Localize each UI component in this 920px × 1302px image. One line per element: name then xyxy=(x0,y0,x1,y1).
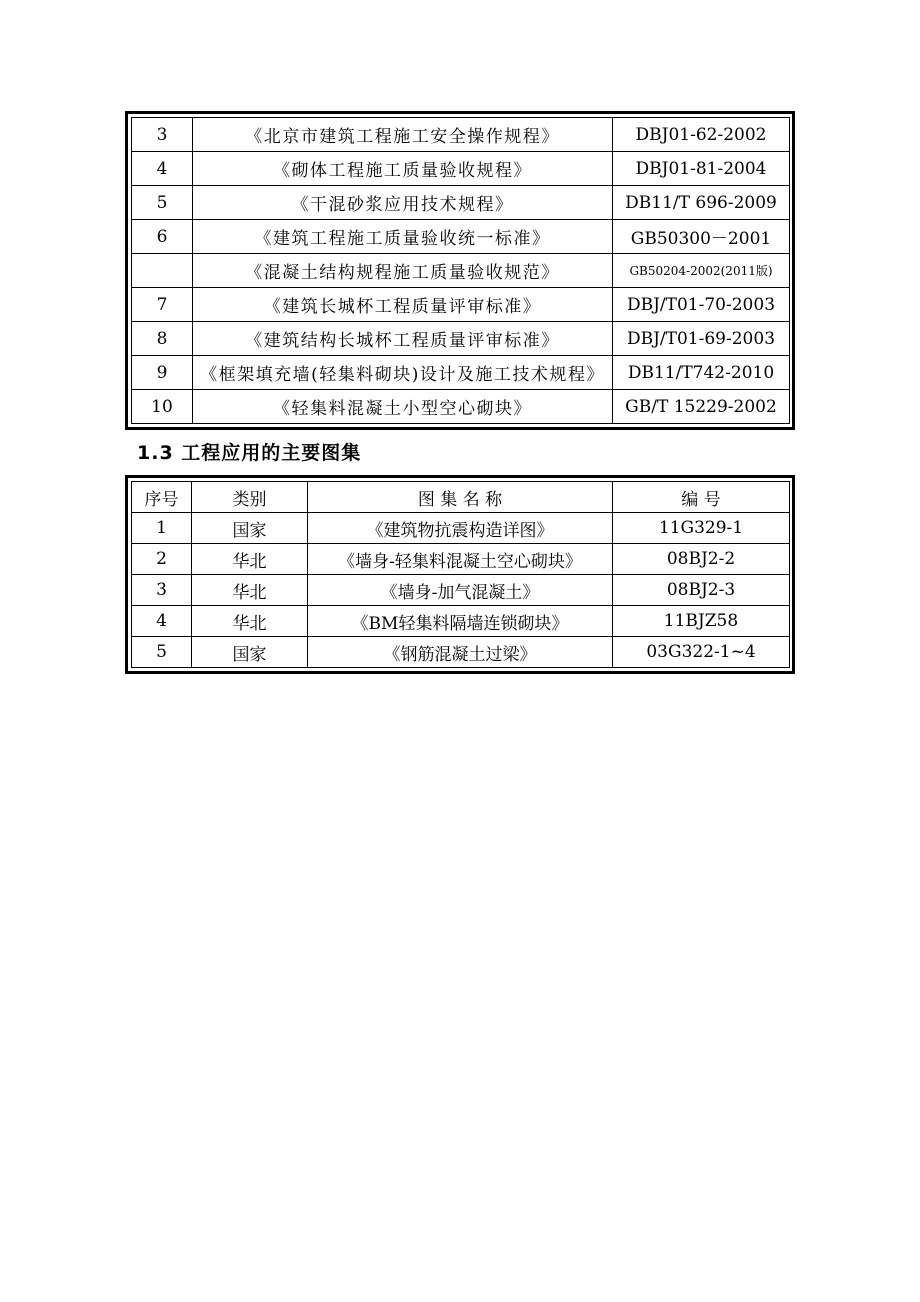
table-row xyxy=(132,513,790,544)
table-row xyxy=(132,322,790,356)
row-number: 6 xyxy=(132,220,193,254)
standards-table xyxy=(131,117,790,424)
table-row xyxy=(132,575,790,606)
atlas-name: 《墙身-轻集料混凝土空心砌块》 xyxy=(308,544,613,575)
header-category: 类别 xyxy=(192,482,308,513)
standard-code: DBJ/T01-69-2003 xyxy=(613,322,790,356)
standard-title: 《建筑长城杯工程质量评审标准》 xyxy=(193,288,613,322)
standards-table-body xyxy=(132,118,790,424)
row-number: 1 xyxy=(132,513,192,544)
atlas-category: 华北 xyxy=(192,544,308,575)
row-number: 4 xyxy=(132,606,192,637)
standard-title: 《干混砂浆应用技术规程》 xyxy=(193,186,613,220)
atlas-table-body xyxy=(132,513,790,668)
atlas-category: 国家 xyxy=(192,637,308,668)
standard-title: 《建筑结构长城杯工程质量评审标准》 xyxy=(193,322,613,356)
standard-title: 《框架填充墙(轻集料砌块)设计及施工技术规程》 xyxy=(193,356,613,390)
row-number: 8 xyxy=(132,322,193,356)
standard-code: DBJ/T01-70-2003 xyxy=(613,288,790,322)
table-row xyxy=(132,220,790,254)
atlas-code: 11BJZ58 xyxy=(613,606,790,637)
standard-code: DB11/T 696-2009 xyxy=(613,186,790,220)
table-row xyxy=(132,390,790,424)
standard-title: 《轻集料混凝土小型空心砌块》 xyxy=(193,390,613,424)
standard-title: 《建筑工程施工质量验收统一标准》 xyxy=(193,220,613,254)
atlas-category: 华北 xyxy=(192,606,308,637)
table-row xyxy=(132,637,790,668)
table-row xyxy=(132,152,790,186)
row-number xyxy=(132,254,193,288)
atlas-code: 03G322-1~4 xyxy=(613,637,790,668)
table-row xyxy=(132,118,790,152)
table-row xyxy=(132,356,790,390)
atlas-table xyxy=(131,481,790,668)
atlas-code: 08BJ2-3 xyxy=(613,575,790,606)
standard-title: 《北京市建筑工程施工安全操作规程》 xyxy=(193,118,613,152)
standard-code: DBJ01-81-2004 xyxy=(613,152,790,186)
atlas-code: 08BJ2-2 xyxy=(613,544,790,575)
table-row xyxy=(132,288,790,322)
header-no: 序号 xyxy=(132,482,192,513)
table-row xyxy=(132,544,790,575)
header-code: 编 号 xyxy=(613,482,790,513)
row-number: 3 xyxy=(132,118,193,152)
standard-code: GB50204-2002(2011版) xyxy=(613,254,790,288)
standards-table-frame xyxy=(125,111,795,430)
row-number: 4 xyxy=(132,152,193,186)
atlas-table-header xyxy=(132,482,790,513)
row-number: 9 xyxy=(132,356,193,390)
atlas-name: 《钢筋混凝土过梁》 xyxy=(308,637,613,668)
header-atlas-name: 图 集 名 称 xyxy=(308,482,613,513)
atlas-category: 国家 xyxy=(192,513,308,544)
row-number: 5 xyxy=(132,186,193,220)
table-header-row xyxy=(132,482,790,513)
standard-code: GB50300－2001 xyxy=(613,220,790,254)
table-row xyxy=(132,254,790,288)
standard-code: DB11/T742-2010 xyxy=(613,356,790,390)
table-row xyxy=(132,186,790,220)
atlas-table-frame xyxy=(125,475,795,674)
atlas-name: 《BM轻集料隔墙连锁砌块》 xyxy=(308,606,613,637)
standard-title: 《砌体工程施工质量验收规程》 xyxy=(193,152,613,186)
standard-code: DBJ01-62-2002 xyxy=(613,118,790,152)
row-number: 3 xyxy=(132,575,192,606)
atlas-category: 华北 xyxy=(192,575,308,606)
table-row xyxy=(132,606,790,637)
atlas-code: 11G329-1 xyxy=(613,513,790,544)
row-number: 7 xyxy=(132,288,193,322)
row-number: 2 xyxy=(132,544,192,575)
row-number: 10 xyxy=(132,390,193,424)
section-heading: 1.3 工程应用的主要图集 xyxy=(137,442,362,464)
atlas-name: 《墙身-加气混凝土》 xyxy=(308,575,613,606)
atlas-name: 《建筑物抗震构造详图》 xyxy=(308,513,613,544)
standard-code: GB/T 15229-2002 xyxy=(613,390,790,424)
standard-title: 《混凝土结构规程施工质量验收规范》 xyxy=(193,254,613,288)
row-number: 5 xyxy=(132,637,192,668)
